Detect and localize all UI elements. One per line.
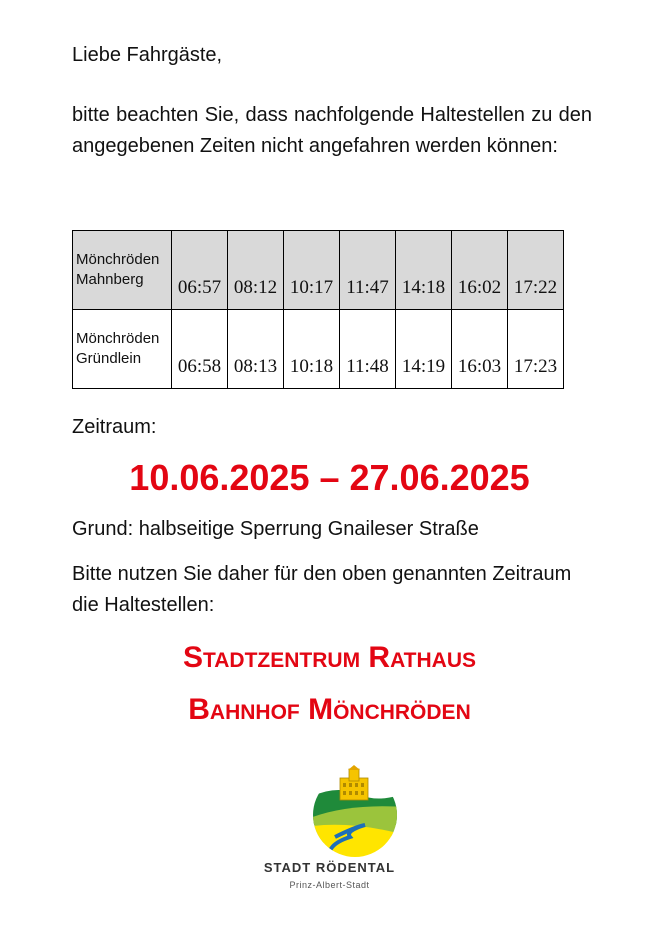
time-cell: 16:03 <box>452 310 508 389</box>
stop-name-line: Mönchröden <box>76 330 160 347</box>
time-cell: 10:17 <box>284 231 340 310</box>
time-cell: 16:02 <box>452 231 508 310</box>
table-row <box>73 231 564 310</box>
time-cell: 11:48 <box>340 310 396 389</box>
time-cell: 06:58 <box>172 310 228 389</box>
time-cell: 06:57 <box>172 231 228 310</box>
advice-text: Bitte nutzen Sie daher für den oben genannten Zeitraum die Haltestellen: <box>72 563 572 616</box>
org-tagline: Prinz-Albert-Stadt <box>289 880 370 890</box>
period-dates: 10.06.2025 – 27.06.2025 <box>129 457 530 498</box>
time-cell: 10:18 <box>284 310 340 389</box>
period-label: Zeitraum: <box>72 416 157 438</box>
table-row <box>73 310 564 389</box>
time-cell: 14:18 <box>396 231 452 310</box>
intro-text: bitte beachten Sie, dass nachfolgende Haltestellen zu den angegebenen Zeiten nicht angefahren werden können: <box>72 104 592 157</box>
stop-name-cell <box>73 231 172 310</box>
time-cell: 17:23 <box>508 310 564 389</box>
stop-name-line: Mönchröden <box>76 251 160 268</box>
time-cell: 08:12 <box>228 231 284 310</box>
alternative-stop-1 <box>0 638 659 678</box>
alternative-stop-label: Bahnhof Mönchröden <box>188 693 471 726</box>
reason-text: Grund: halbseitige Sperrung Gnaileser Straße <box>72 518 479 540</box>
alternative-stop-2 <box>0 690 659 730</box>
org-name: STADT RÖDENTAL <box>263 860 396 875</box>
timetable <box>72 230 564 389</box>
greeting: Liebe Fahrgäste, <box>72 44 223 66</box>
city-logo-icon <box>305 765 405 860</box>
stop-name-line: Gründlein <box>76 350 142 367</box>
alternative-stop-label: Stadtzentrum Rathaus <box>182 641 477 674</box>
time-cell: 14:19 <box>396 310 452 389</box>
stop-name-line: Mahnberg <box>76 271 144 288</box>
time-cell: 11:47 <box>340 231 396 310</box>
time-cell: 17:22 <box>508 231 564 310</box>
time-cell: 08:13 <box>228 310 284 389</box>
stop-name-cell <box>73 310 172 389</box>
